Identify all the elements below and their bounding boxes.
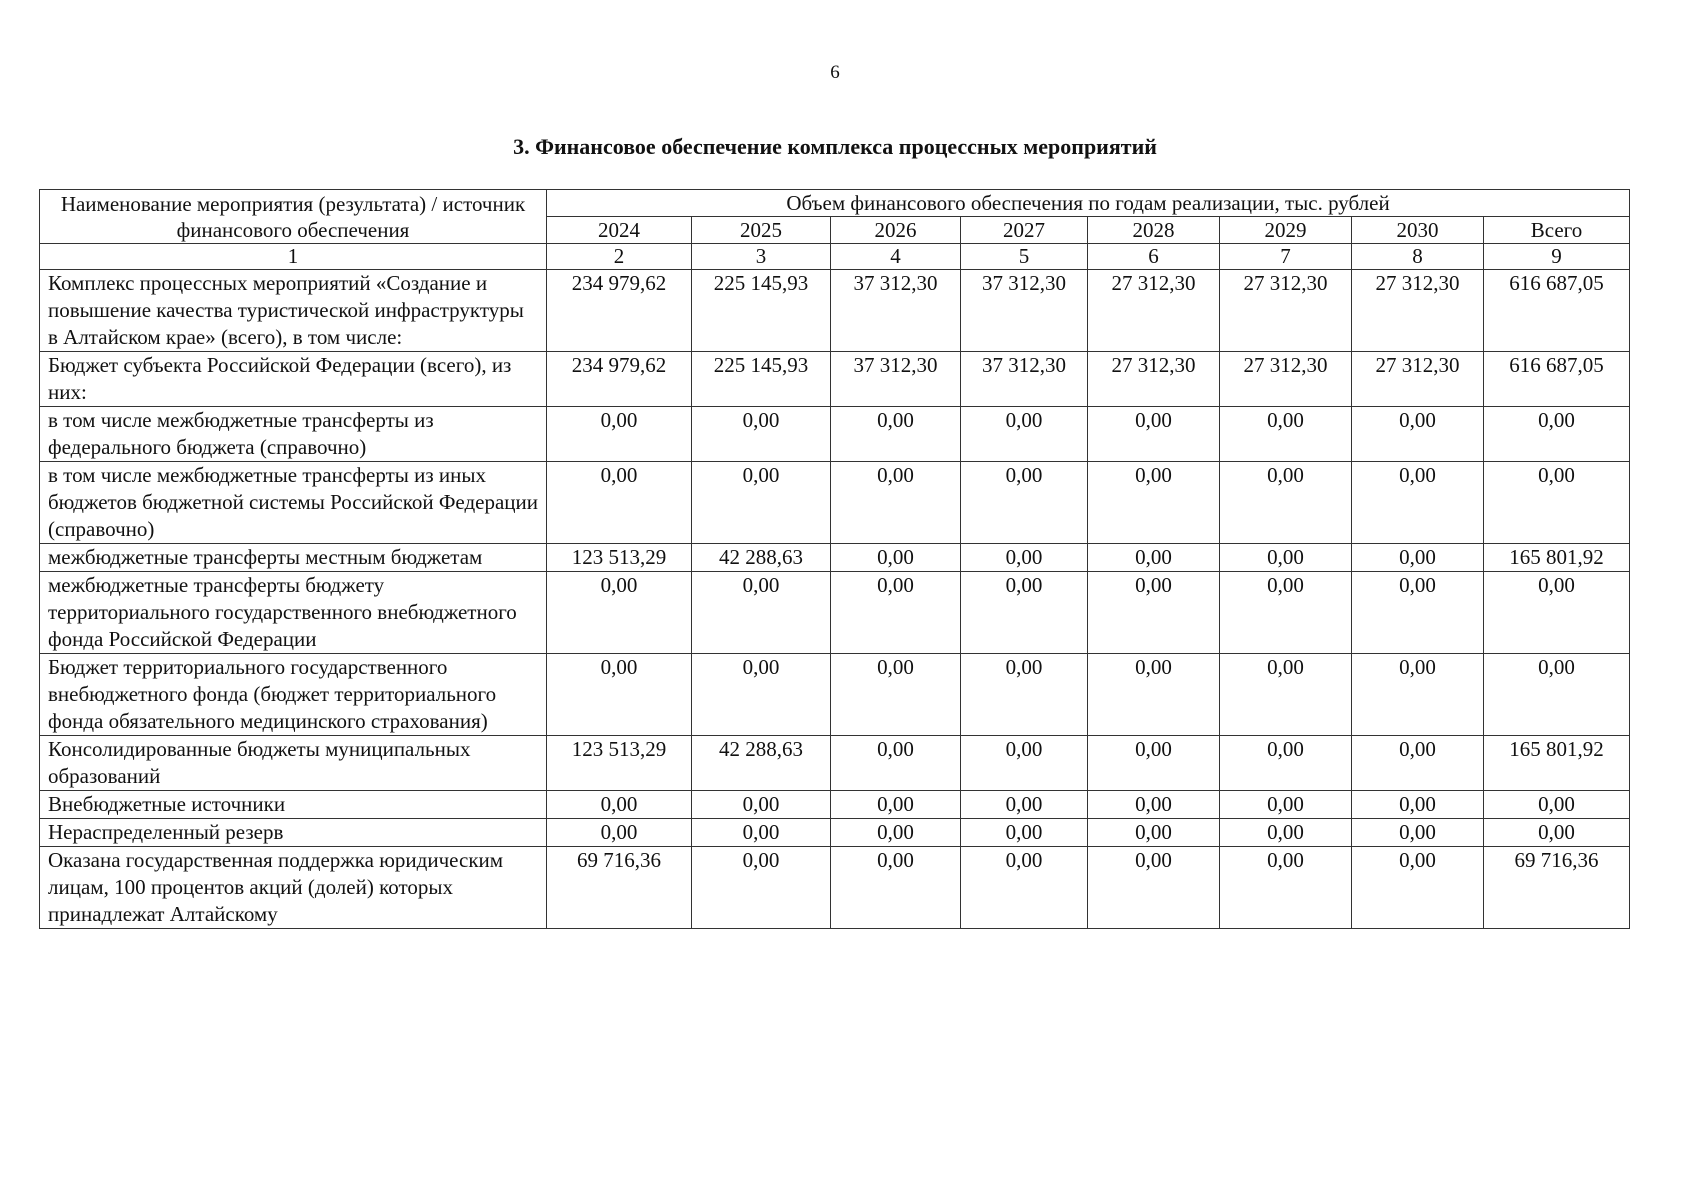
header-year-cell: 2026 [831, 217, 961, 244]
value-cell: 0,00 [1088, 572, 1220, 654]
header-year-cell: 2025 [692, 217, 831, 244]
value-cell: 0,00 [961, 654, 1088, 736]
value-cell: 0,00 [1220, 544, 1352, 572]
value-cell: 0,00 [1088, 819, 1220, 847]
row-name-cell: Внебюджетные источники [40, 791, 547, 819]
column-number-cell: 7 [1220, 244, 1352, 270]
value-cell: 0,00 [831, 736, 961, 791]
table-row [40, 819, 1630, 847]
table-row [40, 791, 1630, 819]
value-cell: 0,00 [692, 791, 831, 819]
value-cell: 27 312,30 [1352, 352, 1484, 407]
value-cell: 123 513,29 [547, 736, 692, 791]
value-cell: 0,00 [831, 572, 961, 654]
value-cell: 0,00 [1088, 791, 1220, 819]
value-cell: 225 145,93 [692, 352, 831, 407]
value-cell: 0,00 [692, 407, 831, 462]
row-name-cell: в том числе межбюджетные трансферты из федерального бюджета (справочно) [40, 407, 547, 462]
value-cell: 0,00 [692, 572, 831, 654]
header-year-cell: Всего [1484, 217, 1630, 244]
value-cell: 27 312,30 [1088, 352, 1220, 407]
value-cell: 0,00 [547, 407, 692, 462]
table-row [40, 572, 1630, 654]
value-cell: 0,00 [1220, 819, 1352, 847]
value-cell: 0,00 [1220, 736, 1352, 791]
value-cell: 165 801,92 [1484, 544, 1630, 572]
value-cell: 0,00 [1352, 736, 1484, 791]
value-cell: 0,00 [692, 819, 831, 847]
table-row [40, 544, 1630, 572]
column-number-cell: 9 [1484, 244, 1630, 270]
header-name-cell: Наименование мероприятия (результата) / источник финансового обеспечения [40, 190, 547, 244]
value-cell: 27 312,30 [1220, 270, 1352, 352]
value-cell: 0,00 [1088, 736, 1220, 791]
value-cell: 0,00 [547, 819, 692, 847]
value-cell: 0,00 [1220, 407, 1352, 462]
table-row [40, 847, 1630, 929]
value-cell: 0,00 [831, 654, 961, 736]
column-number-cell: 4 [831, 244, 961, 270]
value-cell: 27 312,30 [1088, 270, 1220, 352]
value-cell: 616 687,05 [1484, 270, 1630, 352]
section-title: 3. Финансовое обеспечение комплекса процессных мероприятий [513, 134, 1157, 159]
value-cell: 37 312,30 [961, 270, 1088, 352]
header-year-cell: 2028 [1088, 217, 1220, 244]
header-year-cell: 2029 [1220, 217, 1352, 244]
value-cell: 234 979,62 [547, 352, 692, 407]
column-number-cell: 6 [1088, 244, 1220, 270]
value-cell: 0,00 [1220, 572, 1352, 654]
table-row [40, 270, 1630, 352]
row-name-cell: в том числе межбюджетные трансферты из иных бюджетов бюджетной системы Российской Федерации (справочно) [40, 462, 547, 544]
value-cell: 0,00 [692, 847, 831, 929]
row-name-cell: Консолидированные бюджеты муниципальных образований [40, 736, 547, 791]
value-cell: 0,00 [1088, 654, 1220, 736]
value-cell: 0,00 [961, 544, 1088, 572]
value-cell: 0,00 [1220, 791, 1352, 819]
value-cell: 0,00 [1484, 572, 1630, 654]
table-row [40, 352, 1630, 407]
value-cell: 0,00 [1484, 407, 1630, 462]
page-number: 6 [830, 62, 840, 83]
value-cell: 0,00 [547, 572, 692, 654]
row-name-cell: Бюджет субъекта Российской Федерации (всего), из них: [40, 352, 547, 407]
value-cell: 0,00 [1220, 462, 1352, 544]
value-cell: 0,00 [1088, 847, 1220, 929]
value-cell: 0,00 [961, 462, 1088, 544]
value-cell: 0,00 [1220, 654, 1352, 736]
value-cell: 0,00 [1484, 462, 1630, 544]
column-number-cell: 1 [40, 244, 547, 270]
value-cell: 0,00 [547, 654, 692, 736]
column-number-cell: 2 [547, 244, 692, 270]
value-cell: 0,00 [1484, 791, 1630, 819]
value-cell: 0,00 [1352, 572, 1484, 654]
value-cell: 225 145,93 [692, 270, 831, 352]
value-cell: 616 687,05 [1484, 352, 1630, 407]
value-cell: 0,00 [831, 407, 961, 462]
table-body [40, 270, 1630, 929]
value-cell: 123 513,29 [547, 544, 692, 572]
value-cell: 37 312,30 [831, 352, 961, 407]
value-cell: 37 312,30 [961, 352, 1088, 407]
header-year-cell: 2027 [961, 217, 1088, 244]
value-cell: 0,00 [1088, 407, 1220, 462]
column-number-cell: 8 [1352, 244, 1484, 270]
value-cell: 0,00 [831, 847, 961, 929]
value-cell: 0,00 [1352, 847, 1484, 929]
row-name-cell: межбюджетные трансферты бюджету территориального государственного внебюджетного фонда Российской Федерации [40, 572, 547, 654]
value-cell: 0,00 [1352, 791, 1484, 819]
value-cell: 0,00 [961, 791, 1088, 819]
value-cell: 0,00 [1088, 544, 1220, 572]
header-row-1 [40, 190, 1630, 217]
value-cell: 42 288,63 [692, 544, 831, 572]
value-cell: 0,00 [1484, 819, 1630, 847]
value-cell: 27 312,30 [1352, 270, 1484, 352]
table-row [40, 654, 1630, 736]
value-cell: 37 312,30 [831, 270, 961, 352]
row-name-cell: межбюджетные трансферты местным бюджетам [40, 544, 547, 572]
value-cell: 0,00 [961, 819, 1088, 847]
value-cell: 0,00 [692, 462, 831, 544]
value-cell: 0,00 [961, 736, 1088, 791]
value-cell: 27 312,30 [1220, 352, 1352, 407]
value-cell: 69 716,36 [1484, 847, 1630, 929]
value-cell: 0,00 [1352, 407, 1484, 462]
value-cell: 0,00 [961, 407, 1088, 462]
value-cell: 69 716,36 [547, 847, 692, 929]
value-cell: 0,00 [1088, 462, 1220, 544]
table-row [40, 407, 1630, 462]
value-cell: 234 979,62 [547, 270, 692, 352]
finance-table [39, 189, 1630, 929]
value-cell: 0,00 [1352, 654, 1484, 736]
value-cell: 0,00 [831, 544, 961, 572]
value-cell: 42 288,63 [692, 736, 831, 791]
column-number-row [40, 244, 1630, 270]
table-row [40, 736, 1630, 791]
row-name-cell: Нераспределенный резерв [40, 819, 547, 847]
value-cell: 165 801,92 [1484, 736, 1630, 791]
value-cell: 0,00 [831, 462, 961, 544]
value-cell: 0,00 [692, 654, 831, 736]
header-year-cell: 2024 [547, 217, 692, 244]
value-cell: 0,00 [961, 572, 1088, 654]
row-name-cell: Бюджет территориального государственного внебюджетного фонда (бюджет территориального фонда обязательного медицинского страхования) [40, 654, 547, 736]
value-cell: 0,00 [1352, 819, 1484, 847]
value-cell: 0,00 [1484, 654, 1630, 736]
column-number-cell: 5 [961, 244, 1088, 270]
value-cell: 0,00 [961, 847, 1088, 929]
value-cell: 0,00 [831, 791, 961, 819]
header-volume-cell: Объем финансового обеспечения по годам реализации, тыс. рублей [547, 190, 1630, 217]
table-row [40, 462, 1630, 544]
column-number-cell: 3 [692, 244, 831, 270]
value-cell: 0,00 [547, 791, 692, 819]
value-cell: 0,00 [1220, 847, 1352, 929]
row-name-cell: Комплекс процессных мероприятий «Создание и повышение качества туристической инфраструктуры в Алтайском крае» (всего), в том числе: [40, 270, 547, 352]
value-cell: 0,00 [1352, 544, 1484, 572]
value-cell: 0,00 [547, 462, 692, 544]
value-cell: 0,00 [1352, 462, 1484, 544]
header-year-cell: 2030 [1352, 217, 1484, 244]
row-name-cell: Оказана государственная поддержка юридическим лицам, 100 процентов акций (долей) которых принадлежат Алтайскому [40, 847, 547, 929]
value-cell: 0,00 [831, 819, 961, 847]
